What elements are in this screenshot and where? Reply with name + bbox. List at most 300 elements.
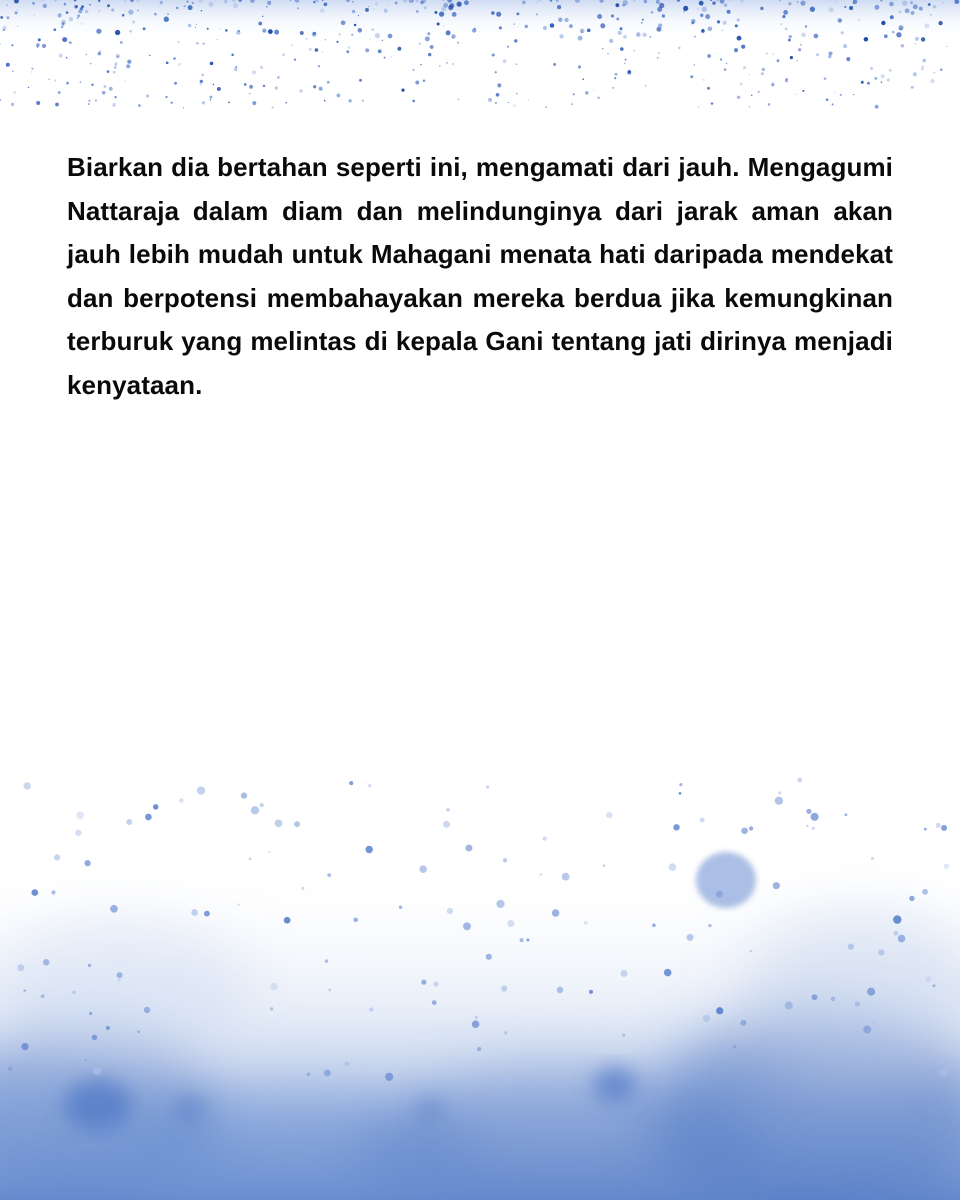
- splatter-dot: [352, 10, 356, 14]
- splatter-dot: [59, 54, 63, 58]
- splatter-dot: [609, 39, 613, 43]
- splatter-dot: [940, 1069, 948, 1077]
- splatter-dot: [203, 43, 205, 45]
- splatter-dot: [210, 62, 214, 66]
- splatter-dot: [501, 986, 507, 992]
- splatter-dot: [543, 26, 547, 30]
- splatter-dot: [735, 24, 738, 27]
- splatter-dot: [263, 31, 264, 32]
- splatter-dot: [580, 29, 585, 34]
- splatter-dot: [102, 91, 106, 95]
- splatter-dot: [737, 96, 740, 99]
- splatter-dot: [876, 1035, 881, 1040]
- splatter-dot: [196, 24, 198, 26]
- splatter-dot: [154, 13, 157, 16]
- splatter-dot: [89, 4, 91, 6]
- splatter-dot: [272, 106, 274, 108]
- splatter-dot: [552, 909, 560, 917]
- splatter-dot: [491, 11, 495, 15]
- splatter-dot: [183, 107, 184, 108]
- splatter-dot: [800, 44, 802, 46]
- splatter-dot: [251, 806, 259, 814]
- splatter-dot: [863, 1026, 871, 1034]
- splatter-dot: [385, 1073, 393, 1081]
- splatter-dot: [785, 1001, 793, 1009]
- splatter-dot: [75, 830, 82, 837]
- splatter-dot: [153, 804, 159, 810]
- splatter-dot: [443, 26, 444, 27]
- splatter-dot: [231, 54, 234, 57]
- splatter-dot: [395, 2, 398, 5]
- splatter-dot: [388, 5, 389, 6]
- splatter-dot: [896, 32, 901, 37]
- splatter-dot: [275, 87, 278, 90]
- splatter-dot: [446, 62, 448, 64]
- splatter-dot: [777, 59, 780, 62]
- splatter-dot: [619, 27, 622, 30]
- splatter-dot: [824, 77, 827, 80]
- splatter-dot: [66, 82, 69, 85]
- splatter-dot: [164, 17, 169, 22]
- splatter-dot: [2, 26, 6, 30]
- splatter-dot: [17, 964, 24, 971]
- splatter-dot: [217, 39, 218, 40]
- splatter-dot: [835, 1, 837, 3]
- splatter-dot: [867, 82, 870, 85]
- splatter-dot: [200, 80, 203, 83]
- splatter-dot: [612, 87, 614, 89]
- splatter-dot: [238, 30, 240, 32]
- splatter-dot: [435, 11, 437, 13]
- splatter-dot: [217, 87, 221, 91]
- splatter-dot: [23, 989, 25, 991]
- splatter-dot: [11, 44, 13, 46]
- splatter-dot: [919, 7, 923, 11]
- splatter-dot: [412, 69, 414, 71]
- splatter-dot: [894, 931, 899, 936]
- splatter-dot: [855, 1002, 860, 1007]
- splatter-dot: [213, 84, 214, 85]
- splatter-dot: [933, 72, 935, 74]
- splatter-dot: [889, 69, 892, 72]
- splatter-dot: [798, 48, 801, 51]
- splatter-dot: [658, 52, 659, 53]
- splatter-dot: [826, 98, 829, 101]
- splatter-dot: [421, 979, 426, 984]
- splatter-dot: [700, 14, 703, 17]
- splatter-dot: [656, 0, 660, 4]
- splatter-dot: [522, 1, 525, 4]
- splatter-dot: [437, 23, 440, 26]
- splatter-dot: [371, 28, 374, 31]
- splatter-dot: [0, 99, 1, 100]
- splatter-dot: [504, 1031, 507, 1034]
- splatter-dot: [234, 68, 237, 71]
- splatter-dot: [624, 63, 625, 64]
- splatter-dot: [439, 65, 440, 66]
- splatter-dot: [618, 31, 622, 35]
- splatter-dot: [642, 33, 646, 37]
- splatter-dot: [514, 24, 515, 25]
- splatter-dot: [507, 46, 509, 48]
- splatter-dot: [132, 20, 135, 23]
- splatter-dot: [111, 9, 114, 12]
- splatter-dot: [191, 909, 198, 916]
- splatter-dot: [252, 101, 256, 105]
- splatter-dot: [602, 48, 603, 49]
- splatter-dot: [902, 0, 907, 5]
- splatter-dot: [447, 908, 453, 914]
- splatter-dot: [520, 938, 524, 942]
- splatter-dot: [358, 28, 363, 33]
- splatter-dot: [28, 87, 30, 89]
- splatter-dot: [557, 987, 564, 994]
- splatter-dot: [336, 93, 340, 97]
- splatter-dot: [834, 92, 835, 93]
- splatter-dot: [846, 57, 850, 61]
- splatter-dot: [751, 95, 752, 96]
- splatter-dot: [183, 5, 185, 7]
- splatter-dot: [705, 14, 710, 19]
- splatter-dot: [41, 994, 45, 998]
- splatter-dot: [368, 6, 369, 7]
- splatter-dot: [528, 99, 529, 100]
- splatter-dot: [562, 873, 570, 881]
- splatter-dot: [536, 1, 538, 3]
- splatter-dot: [946, 46, 947, 47]
- splatter-dot: [98, 10, 100, 12]
- splatter-dot: [606, 812, 613, 819]
- splatter-dot: [327, 873, 331, 877]
- splatter-dot: [642, 19, 644, 21]
- splatter-dot: [103, 85, 106, 88]
- splatter-dot: [584, 921, 588, 925]
- splatter-dot: [603, 865, 605, 867]
- splatter-dot: [766, 53, 768, 55]
- splatter-dot: [750, 950, 752, 952]
- splatter-dot: [796, 60, 798, 62]
- bottom-watercolor-decoration: [0, 740, 960, 1200]
- splatter-dot: [117, 56, 118, 57]
- splatter-dot: [578, 36, 583, 41]
- splatter-dot: [457, 98, 459, 100]
- splatter-dot: [717, 20, 720, 23]
- splatter-dot: [797, 1, 798, 2]
- splatter-dot: [703, 1015, 710, 1022]
- splatter-dot: [129, 30, 132, 33]
- splatter-dot: [616, 3, 620, 7]
- splatter-dot: [634, 50, 635, 51]
- splatter-dot: [347, 46, 350, 49]
- splatter-dot: [204, 911, 210, 917]
- splatter-dot: [558, 18, 562, 22]
- splatter-dot: [53, 28, 56, 31]
- splatter-dot: [806, 825, 808, 827]
- splatter-dot: [844, 813, 847, 816]
- splatter-dot: [384, 57, 386, 59]
- splatter-dot: [17, 9, 19, 11]
- splatter-dot: [233, 3, 238, 8]
- splatter-dot: [716, 53, 717, 54]
- splatter-dot: [95, 99, 97, 101]
- splatter-dot: [107, 70, 110, 73]
- splatter-dot: [504, 1074, 511, 1081]
- splatter-dot: [249, 85, 253, 89]
- splatter-dot: [77, 17, 79, 19]
- splatter-dot: [416, 10, 419, 13]
- splatter-dot: [54, 79, 56, 81]
- splatter-dot: [649, 36, 651, 38]
- splatter-dot: [832, 103, 834, 105]
- splatter-dot: [33, 15, 34, 16]
- splatter-dot: [691, 22, 694, 25]
- splatter-dot: [249, 93, 251, 95]
- splatter-dot: [179, 798, 184, 803]
- splatter-dot: [8, 1066, 12, 1070]
- splatter-dot: [913, 4, 918, 9]
- splatter-dot: [758, 91, 760, 93]
- splatter-dot: [126, 64, 130, 68]
- splatter-dot: [315, 48, 319, 52]
- splatter-dot: [171, 102, 173, 104]
- splatter-dot: [495, 102, 497, 104]
- splatter-dot: [125, 80, 126, 81]
- splatter-dot: [324, 2, 328, 6]
- splatter-dot: [488, 98, 492, 102]
- splatter-dot: [325, 39, 326, 40]
- splatter-dot: [210, 99, 211, 100]
- splatter-dot: [828, 51, 832, 55]
- splatter-dot: [324, 1070, 331, 1077]
- splatter-dot: [503, 858, 507, 862]
- splatter-dot: [275, 819, 283, 827]
- splatter-dot: [720, 58, 722, 60]
- splatter-dot: [202, 101, 206, 105]
- splatter-dot: [369, 1007, 373, 1011]
- splatter-dot: [507, 920, 514, 927]
- splatter-dot: [898, 935, 906, 943]
- splatter-dot: [881, 74, 885, 78]
- splatter-dot: [871, 857, 874, 860]
- splatter-dot: [85, 10, 89, 14]
- splatter-dot: [475, 1016, 478, 1019]
- splatter-dot: [424, 6, 427, 9]
- splatter-dot: [238, 904, 241, 907]
- splatter-dot: [645, 85, 647, 87]
- splatter-dot: [848, 943, 854, 949]
- splatter-dot: [388, 34, 393, 39]
- splatter-dot: [875, 5, 880, 10]
- splatter-dot: [503, 59, 507, 63]
- splatter-dot: [324, 100, 325, 101]
- splatter-dot: [81, 23, 82, 24]
- splatter-dot: [749, 74, 750, 75]
- splatter-dot: [734, 48, 738, 52]
- splatter-dot: [737, 36, 742, 41]
- splatter-dot: [723, 21, 727, 25]
- splatter-dot: [623, 0, 628, 5]
- splatter-dot: [909, 896, 914, 901]
- splatter-dot: [368, 784, 372, 788]
- splatter-dot: [270, 983, 277, 990]
- splatter-dot: [176, 7, 178, 9]
- splatter-dot: [884, 34, 888, 38]
- splatter-dot: [166, 61, 169, 64]
- splatter-dot: [587, 29, 591, 33]
- splatter-dot: [6, 4, 7, 5]
- splatter-dot: [277, 76, 280, 79]
- splatter-dot: [806, 809, 811, 814]
- splatter-dot: [90, 63, 91, 64]
- splatter-dot: [760, 7, 763, 10]
- splatter-dot: [452, 12, 457, 17]
- splatter-dot: [6, 16, 9, 19]
- splatter-dot: [892, 31, 894, 33]
- splatter-dot: [92, 1035, 97, 1040]
- splatter-dot: [926, 977, 932, 983]
- splatter-dot: [781, 24, 782, 25]
- splatter-dot: [625, 59, 627, 61]
- splatter-dot: [415, 81, 419, 85]
- splatter-dot: [228, 102, 230, 104]
- splatter-dot: [472, 1020, 480, 1028]
- top-splatter-decoration: [0, 0, 960, 120]
- splatter-dot: [78, 9, 82, 13]
- splatter-dot: [6, 63, 10, 67]
- splatter-dot: [137, 1030, 140, 1033]
- splatter-dot: [805, 25, 807, 27]
- splatter-dot: [944, 864, 950, 870]
- splatter-dot: [338, 33, 340, 35]
- splatter-dot: [741, 827, 748, 834]
- splatter-dot: [707, 54, 711, 58]
- splatter-dot: [843, 44, 847, 48]
- splatter-dot: [662, 14, 665, 17]
- splatter-dot: [724, 3, 727, 6]
- splatter-dot: [921, 67, 924, 70]
- splatter-dot: [785, 79, 788, 82]
- splatter-dot: [915, 43, 916, 44]
- splatter-dot: [768, 103, 771, 106]
- splatter-dot: [186, 0, 188, 2]
- splatter-dot: [11, 103, 14, 106]
- splatter-dot: [43, 959, 49, 965]
- splatter-dot: [23, 782, 30, 789]
- splatter-dot: [51, 890, 55, 894]
- splatter-dot: [669, 863, 677, 871]
- splatter-dot: [146, 95, 149, 98]
- splatter-dot: [840, 94, 842, 96]
- splatter-dot: [241, 792, 247, 798]
- splatter-dot: [550, 23, 554, 27]
- splatter-dot: [423, 80, 425, 82]
- splatter-dot: [127, 60, 131, 64]
- splatter-dot: [401, 89, 404, 92]
- splatter-dot: [443, 821, 450, 828]
- splatter-dot: [708, 924, 711, 927]
- splatter-dot: [516, 93, 518, 95]
- splatter-dot: [106, 1026, 110, 1030]
- splatter-dot: [62, 37, 67, 42]
- splatter-dot: [439, 11, 444, 16]
- splatter-dot: [569, 24, 573, 28]
- splatter-dot: [86, 54, 88, 56]
- splatter-dot: [773, 882, 780, 889]
- splatter-dot: [88, 99, 91, 102]
- splatter-dot: [641, 22, 643, 24]
- splatter-dot: [722, 30, 723, 31]
- splatter-dot: [864, 37, 869, 42]
- splatter-dot: [889, 2, 894, 7]
- splatter-dot: [449, 3, 454, 8]
- splatter-dot: [702, 7, 707, 12]
- splatter-dot: [697, 8, 698, 9]
- splatter-dot: [679, 792, 682, 795]
- splatter-dot: [930, 14, 931, 15]
- splatter-dot: [378, 49, 382, 53]
- splatter-dot: [122, 14, 125, 17]
- splatter-dot: [703, 79, 704, 80]
- splatter-dot: [941, 825, 947, 831]
- splatter-dot: [266, 6, 267, 7]
- splatter-dot: [96, 29, 101, 34]
- splatter-dot: [933, 5, 936, 8]
- splatter-dot: [370, 39, 371, 40]
- splatter-dot: [196, 42, 198, 44]
- splatter-dot: [336, 41, 338, 43]
- splatter-dot: [346, 50, 349, 53]
- splatter-dot: [614, 77, 616, 79]
- splatter-dot: [536, 13, 538, 15]
- splatter-dot: [628, 70, 631, 73]
- splatter-dot: [17, 26, 18, 27]
- splatter-dot: [58, 91, 61, 94]
- splatter-dot: [263, 85, 266, 88]
- splatter-dot: [434, 982, 439, 987]
- splatter-dot: [589, 990, 593, 994]
- splatter-dot: [260, 803, 264, 807]
- splatter-dot: [110, 905, 118, 913]
- splatter-dot: [741, 45, 745, 49]
- splatter-dot: [707, 87, 710, 90]
- splatter-dot: [327, 81, 330, 84]
- splatter-dot: [38, 38, 41, 41]
- splatter-dot: [790, 56, 793, 59]
- splatter-dot: [582, 78, 584, 80]
- splatter-dot: [726, 63, 728, 65]
- splatter-dot: [496, 900, 504, 908]
- splatter-dot: [114, 96, 116, 98]
- splatter-dot: [207, 28, 209, 30]
- splatter-dot: [420, 1, 424, 5]
- splatter-dot: [516, 12, 519, 15]
- splatter-dot: [268, 29, 273, 34]
- splatter-dot: [899, 10, 902, 13]
- splatter-dot: [12, 70, 14, 72]
- splatter-dot: [545, 106, 547, 108]
- splatter-dot: [875, 105, 879, 109]
- splatter-dot: [282, 53, 285, 56]
- splatter-dot: [195, 27, 196, 28]
- splatter-dot: [432, 1000, 437, 1005]
- splatter-dot: [294, 821, 300, 827]
- splatter-dot: [390, 56, 391, 57]
- splatter-dot: [451, 34, 455, 38]
- splatter-dot: [160, 1, 163, 4]
- splatter-dot: [553, 63, 556, 66]
- splatter-dot: [802, 90, 804, 92]
- splatter-dot: [74, 5, 77, 8]
